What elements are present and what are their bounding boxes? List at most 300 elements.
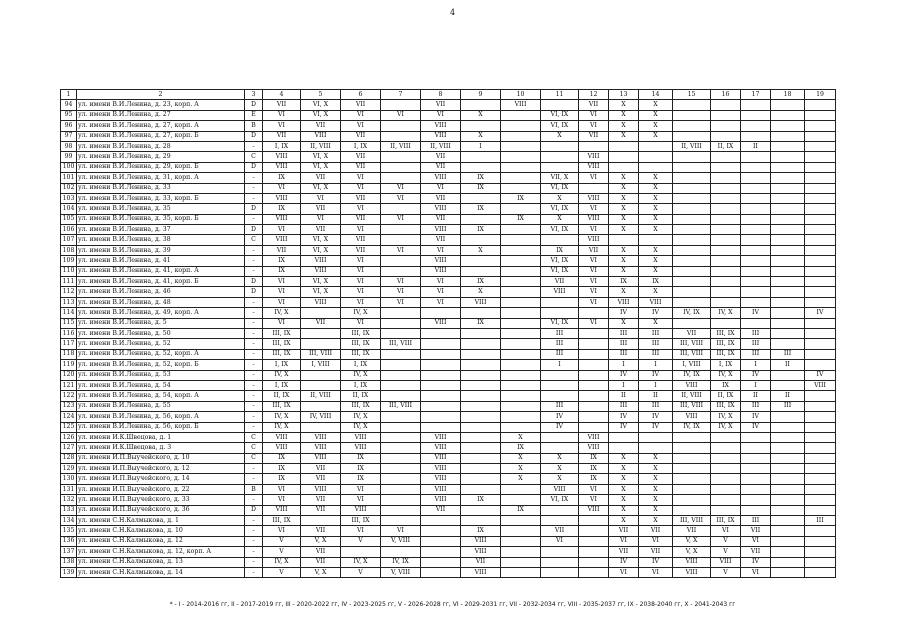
table-cell: X: [639, 110, 673, 120]
table-cell: VII: [301, 495, 341, 505]
table-cell: VI: [341, 110, 381, 120]
table-cell: VI, IX: [541, 121, 579, 131]
table-cell: VII, X: [541, 173, 579, 183]
address-cell: ул. имени И.П.Выучейского, д. 33: [77, 495, 245, 505]
table-cell: X: [609, 225, 639, 235]
table-cell: [381, 360, 421, 370]
table-row: [61, 432, 836, 442]
address-cell: ул. имени В.И.Ленина, д. 52: [77, 339, 245, 349]
table-cell: VI: [639, 536, 673, 546]
table-cell: [639, 162, 673, 172]
table-cell: V, VIII: [381, 567, 421, 577]
table-cell: [501, 339, 541, 349]
table-cell: -: [245, 308, 263, 318]
table-cell: [741, 432, 771, 442]
table-cell: IV, X: [263, 370, 301, 380]
row-number-cell: 111: [61, 277, 77, 287]
table-cell: IV, X: [711, 308, 741, 318]
table-row: [61, 318, 836, 328]
table-cell: III, VIII: [673, 401, 711, 411]
table-cell: VI: [263, 526, 301, 536]
table-cell: [421, 349, 461, 359]
row-number-cell: 112: [61, 287, 77, 297]
table-cell: [501, 173, 541, 183]
table-cell: IX: [263, 453, 301, 463]
table-cell: IX: [263, 474, 301, 484]
table-cell: B: [245, 121, 263, 131]
table-cell: IX: [263, 204, 301, 214]
table-cell: VII: [301, 557, 341, 567]
row-number-cell: 135: [61, 526, 77, 536]
table-cell: [461, 235, 501, 245]
table-cell: [461, 464, 501, 474]
table-cell: [461, 339, 501, 349]
table-cell: [711, 297, 741, 307]
table-cell: [741, 245, 771, 255]
table-cell: VIII: [263, 214, 301, 224]
table-cell: IV: [609, 308, 639, 318]
table-row: [61, 401, 836, 411]
table-row: [61, 391, 836, 401]
table-cell: VI: [421, 287, 461, 297]
address-cell: ул. имени В.И.Ленина, д. 55: [77, 401, 245, 411]
table-cell: III, IX: [341, 401, 381, 411]
table-cell: [639, 443, 673, 453]
row-number-cell: 126: [61, 432, 77, 442]
table-cell: VII: [639, 547, 673, 557]
table-row: [61, 557, 836, 567]
table-cell: VI, X: [301, 110, 341, 120]
table-cell: III, IX: [263, 339, 301, 349]
table-cell: IV: [741, 557, 771, 567]
table-cell: [711, 505, 741, 515]
table-cell: IV: [639, 308, 673, 318]
table-cell: [711, 464, 741, 474]
table-row: [61, 121, 836, 131]
table-cell: [711, 214, 741, 224]
table-cell: III, IX: [711, 349, 741, 359]
table-cell: III: [541, 349, 579, 359]
table-cell: VI: [421, 297, 461, 307]
table-cell: IV, IX: [673, 422, 711, 432]
table-cell: -: [245, 401, 263, 411]
table-cell: [741, 100, 771, 110]
table-cell: [501, 422, 541, 432]
table-cell: [741, 162, 771, 172]
table-row: [61, 162, 836, 172]
table-cell: VIII: [301, 297, 341, 307]
row-number-cell: 98: [61, 141, 77, 151]
table-cell: IV, X: [263, 422, 301, 432]
table-cell: VI: [421, 245, 461, 255]
table-cell: [579, 557, 609, 567]
table-cell: [541, 547, 579, 557]
table-cell: VI: [579, 277, 609, 287]
table-cell: [421, 547, 461, 557]
table-cell: VI: [341, 495, 381, 505]
table-cell: III, VIII: [301, 349, 341, 359]
table-cell: [771, 193, 805, 203]
table-cell: [771, 339, 805, 349]
table-cell: [381, 173, 421, 183]
table-cell: [771, 318, 805, 328]
table-cell: [501, 547, 541, 557]
table-cell: [805, 256, 836, 266]
table-cell: [805, 110, 836, 120]
table-cell: [771, 536, 805, 546]
table-cell: [381, 422, 421, 432]
table-cell: [421, 380, 461, 390]
table-cell: II, IX: [263, 391, 301, 401]
table-cell: I, IX: [341, 380, 381, 390]
table-cell: -: [245, 266, 263, 276]
table-cell: [805, 245, 836, 255]
table-cell: [673, 173, 711, 183]
table-cell: [501, 557, 541, 567]
table-cell: I, IX: [341, 360, 381, 370]
table-cell: [501, 349, 541, 359]
table-cell: [461, 484, 501, 494]
table-cell: [711, 235, 741, 245]
table-cell: VIII: [579, 152, 609, 162]
table-cell: [541, 567, 579, 577]
table-cell: VI: [579, 256, 609, 266]
row-number-cell: 138: [61, 557, 77, 567]
table-cell: X: [639, 516, 673, 526]
table-cell: [381, 256, 421, 266]
table-cell: VII: [341, 235, 381, 245]
table-cell: X: [639, 131, 673, 141]
address-cell: ул. имени И.К.Швецова, д. 1: [77, 432, 245, 442]
table-cell: -: [245, 412, 263, 422]
table-cell: IV: [741, 308, 771, 318]
table-row: [61, 453, 836, 463]
table-cell: VII: [301, 526, 341, 536]
table-cell: X: [639, 474, 673, 484]
table-cell: [381, 505, 421, 515]
table-cell: D: [245, 162, 263, 172]
table-cell: III: [639, 349, 673, 359]
table-cell: D: [245, 505, 263, 515]
table-cell: C: [245, 152, 263, 162]
table-cell: IX: [341, 464, 381, 474]
table-cell: [461, 214, 501, 224]
row-number-cell: 137: [61, 547, 77, 557]
table-cell: VI: [263, 183, 301, 193]
table-cell: [501, 328, 541, 338]
address-cell: ул. имени В.И.Ленина, д. 27, корп. Б: [77, 131, 245, 141]
table-cell: [673, 432, 711, 442]
table-cell: [381, 204, 421, 214]
table-row: [61, 339, 836, 349]
table-cell: [771, 277, 805, 287]
table-cell: [805, 152, 836, 162]
table-cell: IX: [461, 495, 501, 505]
table-cell: VII: [341, 214, 381, 224]
table-cell: VII: [541, 277, 579, 287]
table-cell: [771, 547, 805, 557]
table-cell: [673, 297, 711, 307]
table-cell: VI: [263, 121, 301, 131]
table-row: [61, 422, 836, 432]
table-cell: VIII: [673, 567, 711, 577]
table-cell: IX: [461, 204, 501, 214]
table-cell: VIII: [301, 266, 341, 276]
table-cell: [541, 370, 579, 380]
table-cell: VI, IX: [541, 225, 579, 235]
table-cell: [541, 152, 579, 162]
table-cell: III: [771, 401, 805, 411]
table-cell: VI, IX: [541, 110, 579, 120]
table-cell: VI: [741, 567, 771, 577]
table-cell: [501, 318, 541, 328]
table-row: [61, 225, 836, 235]
table-cell: C: [245, 443, 263, 453]
table-cell: VI: [381, 183, 421, 193]
table-cell: [579, 308, 609, 318]
table-cell: V: [263, 567, 301, 577]
address-cell: ул. имени В.И.Ленина, д. 27: [77, 110, 245, 120]
table-cell: [771, 152, 805, 162]
table-cell: VIII: [541, 287, 579, 297]
table-cell: V, X: [673, 547, 711, 557]
table-cell: [771, 308, 805, 318]
table-cell: VI, X: [301, 152, 341, 162]
table-cell: V, X: [673, 536, 711, 546]
row-number-cell: 134: [61, 516, 77, 526]
table-cell: VIII: [421, 464, 461, 474]
table-cell: VI, IX: [541, 266, 579, 276]
table-cell: -: [245, 256, 263, 266]
table-cell: [541, 100, 579, 110]
table-cell: II: [771, 391, 805, 401]
table-cell: [381, 464, 421, 474]
table-cell: VII: [421, 214, 461, 224]
row-number-cell: 107: [61, 235, 77, 245]
table-cell: [805, 453, 836, 463]
table-cell: [741, 453, 771, 463]
table-cell: VI: [579, 204, 609, 214]
table-cell: VI: [341, 266, 381, 276]
table-cell: -: [245, 318, 263, 328]
address-cell: ул. имени В.И.Ленина, д. 54, корп. А: [77, 391, 245, 401]
row-number-cell: 120: [61, 370, 77, 380]
table-cell: VII: [741, 547, 771, 557]
table-cell: [501, 484, 541, 494]
table-cell: [805, 526, 836, 536]
table-cell: [711, 225, 741, 235]
table-cell: [421, 308, 461, 318]
table-cell: X: [541, 193, 579, 203]
address-cell: ул. имени В.И.Ленина, д. 29, корп. Б: [77, 162, 245, 172]
table-cell: [579, 526, 609, 536]
table-cell: IV, X: [711, 422, 741, 432]
table-cell: II: [771, 360, 805, 370]
row-number-cell: 94: [61, 100, 77, 110]
table-cell: IX: [501, 505, 541, 515]
address-cell: ул. имени В.И.Ленина, д. 23, корп. А: [77, 100, 245, 110]
address-cell: ул. имени И.П.Выучейского, д. 10: [77, 453, 245, 463]
table-row: [61, 193, 836, 203]
table-row: [61, 516, 836, 526]
table-cell: VI: [609, 536, 639, 546]
address-cell: ул. имени В.И.Ленина, д. 56, корп. Б: [77, 422, 245, 432]
table-cell: III, IX: [341, 328, 381, 338]
table-cell: III, IX: [341, 339, 381, 349]
table-cell: I: [741, 380, 771, 390]
table-row: [61, 380, 836, 390]
table-cell: [421, 412, 461, 422]
table-cell: [711, 266, 741, 276]
row-number-cell: 114: [61, 308, 77, 318]
table-cell: III, VIII: [381, 339, 421, 349]
table-cell: C: [245, 432, 263, 442]
row-number-cell: 100: [61, 162, 77, 172]
table-cell: [673, 484, 711, 494]
table-cell: X: [609, 516, 639, 526]
table-cell: III, IX: [711, 516, 741, 526]
table-cell: VI: [341, 526, 381, 536]
table-cell: VIII: [263, 152, 301, 162]
table-cell: [741, 484, 771, 494]
table-cell: IX: [609, 277, 639, 287]
table-cell: [805, 183, 836, 193]
table-cell: X: [639, 173, 673, 183]
table-cell: IV, X: [263, 557, 301, 567]
table-cell: IX: [461, 526, 501, 536]
table-cell: VII: [341, 162, 381, 172]
table-cell: [639, 235, 673, 245]
table-cell: X: [639, 193, 673, 203]
table-cell: [541, 297, 579, 307]
table-cell: VI, IX: [541, 318, 579, 328]
table-cell: [381, 484, 421, 494]
table-cell: VI: [341, 484, 381, 494]
table-cell: VI, IX: [541, 256, 579, 266]
table-cell: I: [609, 360, 639, 370]
table-cell: X: [609, 214, 639, 224]
table-cell: III: [639, 328, 673, 338]
table-cell: III, VIII: [673, 339, 711, 349]
table-cell: [771, 380, 805, 390]
table-cell: VI: [711, 526, 741, 536]
table-cell: III: [609, 349, 639, 359]
table-cell: [381, 318, 421, 328]
table-cell: [381, 391, 421, 401]
table-cell: [461, 380, 501, 390]
table-cell: [421, 516, 461, 526]
table-cell: [541, 443, 579, 453]
table-cell: VI: [263, 277, 301, 287]
row-number-cell: 122: [61, 391, 77, 401]
table-cell: [741, 464, 771, 474]
table-cell: [579, 547, 609, 557]
table-cell: VII: [421, 152, 461, 162]
table-cell: -: [245, 495, 263, 505]
table-row: [61, 152, 836, 162]
table-cell: VII: [673, 328, 711, 338]
table-cell: [805, 328, 836, 338]
table-cell: X: [639, 505, 673, 515]
table-cell: VII: [301, 121, 341, 131]
table-cell: X: [609, 505, 639, 515]
table-cell: VI: [341, 183, 381, 193]
table-row: [61, 214, 836, 224]
table-cell: VII: [741, 526, 771, 536]
table-cell: IV, X: [263, 412, 301, 422]
table-cell: [541, 557, 579, 567]
table-cell: VIII: [421, 173, 461, 183]
table-cell: [741, 443, 771, 453]
table-cell: [381, 412, 421, 422]
table-cell: X: [639, 318, 673, 328]
table-row: [61, 131, 836, 141]
table-cell: VII: [609, 526, 639, 536]
table-cell: IX: [579, 474, 609, 484]
row-number-cell: 119: [61, 360, 77, 370]
table-cell: V, X: [301, 536, 341, 546]
period-legend-footnote: * - I - 2014-2016 гг, II - 2017-2019 гг, III - 2020-2022 гг, IV - 2023-2025 гг, V - 2026-2028 гг, VI - 2029-2031 гг, VII - 2032-2034 гг, VIII - 2035-2037 гг, IX - 2038-2040 гг, X - 2041-2043 гг: [169, 601, 736, 608]
table-cell: VII: [301, 173, 341, 183]
table-cell: -: [245, 464, 263, 474]
table-cell: [771, 412, 805, 422]
table-cell: [771, 183, 805, 193]
table-row: [61, 484, 836, 494]
table-cell: VIII: [301, 453, 341, 463]
table-cell: V: [341, 567, 381, 577]
table-cell: X: [501, 432, 541, 442]
table-cell: [741, 121, 771, 131]
table-cell: III, IX: [263, 349, 301, 359]
table-cell: [301, 401, 341, 411]
table-cell: III: [541, 401, 579, 411]
table-cell: D: [245, 131, 263, 141]
table-cell: VI: [381, 287, 421, 297]
table-cell: X: [609, 110, 639, 120]
table-cell: [541, 505, 579, 515]
table-cell: VIII: [263, 443, 301, 453]
table-cell: [673, 193, 711, 203]
table-cell: VII: [421, 235, 461, 245]
table-cell: IV: [609, 557, 639, 567]
table-cell: IX: [263, 266, 301, 276]
table-cell: VIII: [301, 131, 341, 141]
table-cell: I: [639, 380, 673, 390]
table-cell: [673, 152, 711, 162]
table-cell: IV, VIII: [301, 412, 341, 422]
table-cell: VIII: [263, 505, 301, 515]
address-cell: ул. имени В.И.Ленина, д. 41, корп. А: [77, 266, 245, 276]
table-cell: [711, 193, 741, 203]
table-cell: [805, 495, 836, 505]
table-cell: I: [541, 360, 579, 370]
table-row: [61, 370, 836, 380]
table-cell: [673, 495, 711, 505]
table-cell: [579, 536, 609, 546]
table-cell: [381, 121, 421, 131]
table-cell: X: [639, 245, 673, 255]
table-cell: I, IX: [263, 360, 301, 370]
table-cell: IX: [263, 173, 301, 183]
table-cell: [501, 235, 541, 245]
table-cell: VIII: [263, 235, 301, 245]
table-row: [61, 266, 836, 276]
table-cell: VI, X: [301, 245, 341, 255]
table-cell: IV: [741, 422, 771, 432]
table-cell: III: [541, 339, 579, 349]
table-cell: X: [609, 464, 639, 474]
table-cell: [541, 308, 579, 318]
